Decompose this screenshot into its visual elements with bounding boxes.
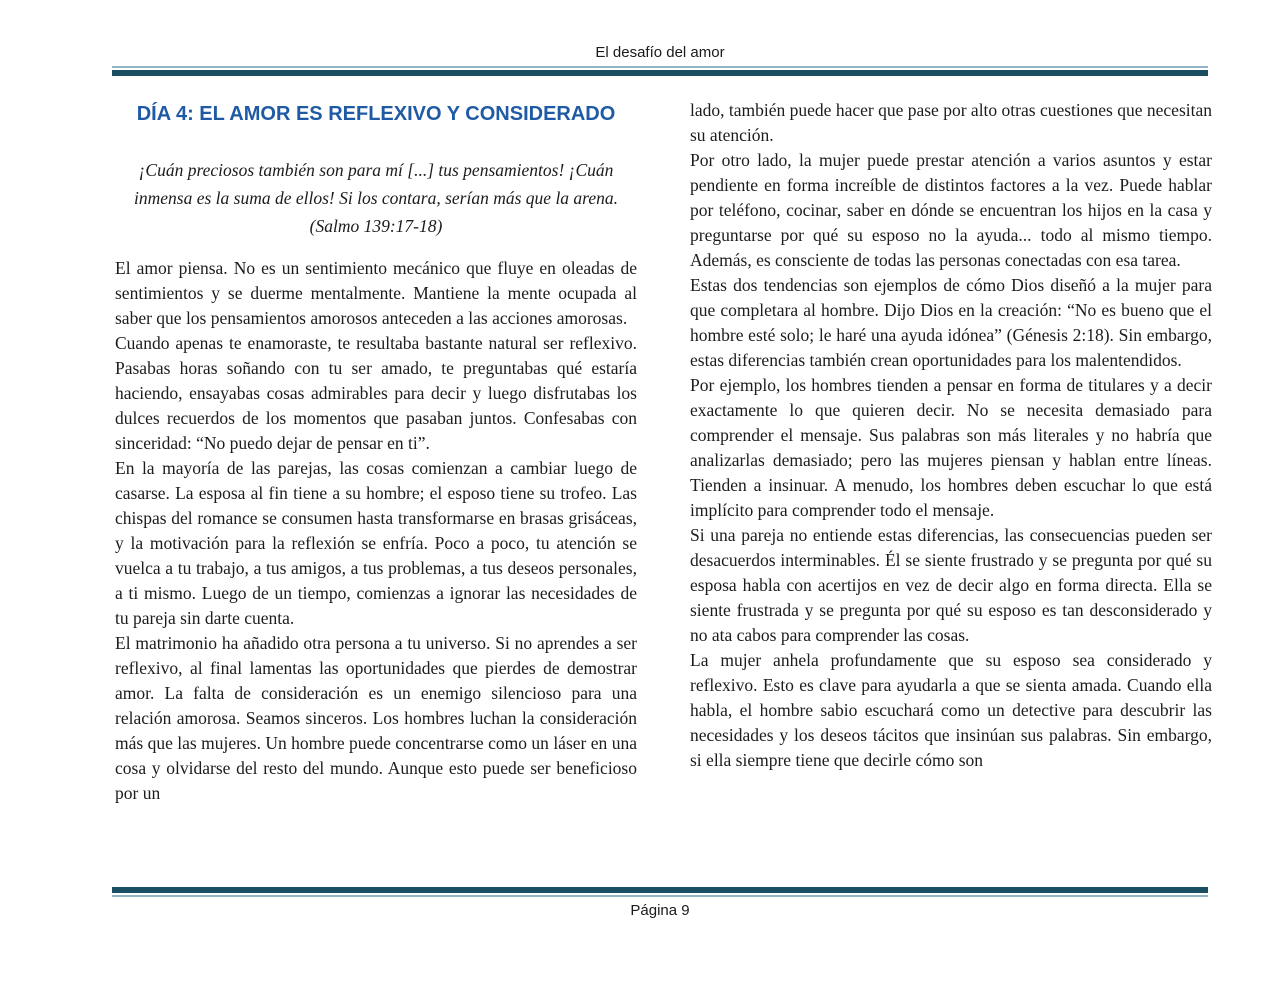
paragraph: Estas dos tendencias son ejemplos de cómo Dios diseñó a la mujer para que completara al hombre. Dijo Dios en la creación: “No es bueno que el hombre esté solo; le haré una ayuda idónea” (Génesis 2:18). Sin embargo, estas diferencias también crean oportunidades para los malentendidos. bbox=[690, 275, 1212, 370]
scripture-quote bbox=[115, 156, 637, 240]
paragraph: El amor piensa. No es un sentimiento mecánico que fluye en oleadas de sentimientos y se duerme mentalmente. Mantiene la mente ocupada al saber que los pensamientos amorosos anteceden a las acciones amorosas. bbox=[115, 258, 637, 328]
paragraph: Por ejemplo, los hombres tienden a pensar en forma de titulares y a decir exactamente lo que quieren decir. No se necesita demasiado para comprender el mensaje. Sus palabras son más literales y no habría que analizarlas demasiado; pero las mujeres piensan y hablan entre líneas. Tienden a insinuar. A menudo, los hombres deben escuchar lo que está implícito para comprender todo el mensaje. bbox=[690, 375, 1212, 520]
body-column-left bbox=[115, 256, 637, 806]
scripture-quote-reference: (Salmo 139:17-18) bbox=[309, 216, 443, 236]
header-rule-thin bbox=[112, 66, 1208, 68]
page-number: Página 9 bbox=[630, 902, 690, 919]
running-header-title: El desafío del amor bbox=[595, 44, 725, 61]
footer-rule-thin bbox=[112, 895, 1208, 897]
paragraph: La mujer anhela profundamente que su esposo sea considerado y reflexivo. Esto es clave para ayudarla a que se sienta amada. Cuando ella habla, el hombre sabio escuchará como un detective para descubrir las necesidades y los deseos tácitos que insinúan sus palabras. Sin embargo, si ella siempre tiene que decirle cómo son bbox=[690, 650, 1212, 770]
paragraph: Si una pareja no entiende estas diferencias, las consecuencias pueden ser desacuerdos interminables. Él se siente frustrado y se pregunta por qué su esposa habla con acertijos en vez de decir algo en forma directa. Ella se siente frustrada y se pregunta por qué su esposo es tan desconsiderado y no ata cabos para comprender las cosas. bbox=[690, 525, 1212, 645]
footer-rule-thick bbox=[112, 887, 1208, 893]
header-rule-thick bbox=[112, 70, 1208, 76]
scripture-quote-text: ¡Cuán preciosos también son para mí [...] tus pensamientos! ¡Cuán inmensa es la suma de ellos! Si los contara, serían más que la arena. bbox=[134, 160, 618, 208]
paragraph: Cuando apenas te enamoraste, te resultaba bastante natural ser reflexivo. Pasabas horas soñando con tu ser amado, te preguntabas qué estaría haciendo, ensayabas cosas admirables para decir y luego disfrutabas los dulces recuerdos de los momentos que pasaban juntos. Confesabas con sinceridad: “No puedo dejar de pensar en ti”. bbox=[115, 333, 637, 453]
paragraph: En la mayoría de las parejas, las cosas comienzan a cambiar luego de casarse. La esposa al fin tiene a su hombre; el esposo tiene su trofeo. Las chispas del romance se consumen hasta transformarse en brasas grisáceas, y la motivación para la reflexión se enfría. Poco a poco, tu atención se vuelca a tu trabajo, a tus amigos, a tus problemas, a tus deseos personales, a ti mismo. Luego de un tiempo, comienzas a ignorar las necesidades de tu pareja sin darte cuenta. bbox=[115, 458, 637, 628]
paragraph: El matrimonio ha añadido otra persona a tu universo. Si no aprendes a ser reflexivo, al final lamentas las oportunidades que pierdes de demostrar amor. La falta de consideración es un enemigo silencioso para una relación amorosa. Seamos sinceros. Los hombres luchan la consideración más que las mujeres. Un hombre puede concentrarse como un láser en una cosa y olvidarse del resto del mundo. Aunque esto puede ser beneficioso por un bbox=[115, 633, 637, 803]
paragraph: Por otro lado, la mujer puede prestar atención a varios asuntos y estar pendiente en forma increíble de distintos factores a la vez. Puede hablar por teléfono, cocinar, saber en dónde se encuentran los hijos en la casa y preguntarse por qué su esposo no la ayuda... todo al mismo tiempo. Además, es consciente de todas las personas conectadas con esa tarea. bbox=[690, 150, 1212, 270]
chapter-title: DÍA 4: EL AMOR ES REFLEXIVO Y CONSIDERADO bbox=[136, 103, 616, 125]
body-column-right bbox=[690, 98, 1212, 773]
paragraph: lado, también puede hacer que pase por alto otras cuestiones que necesitan su atención. bbox=[690, 100, 1212, 145]
